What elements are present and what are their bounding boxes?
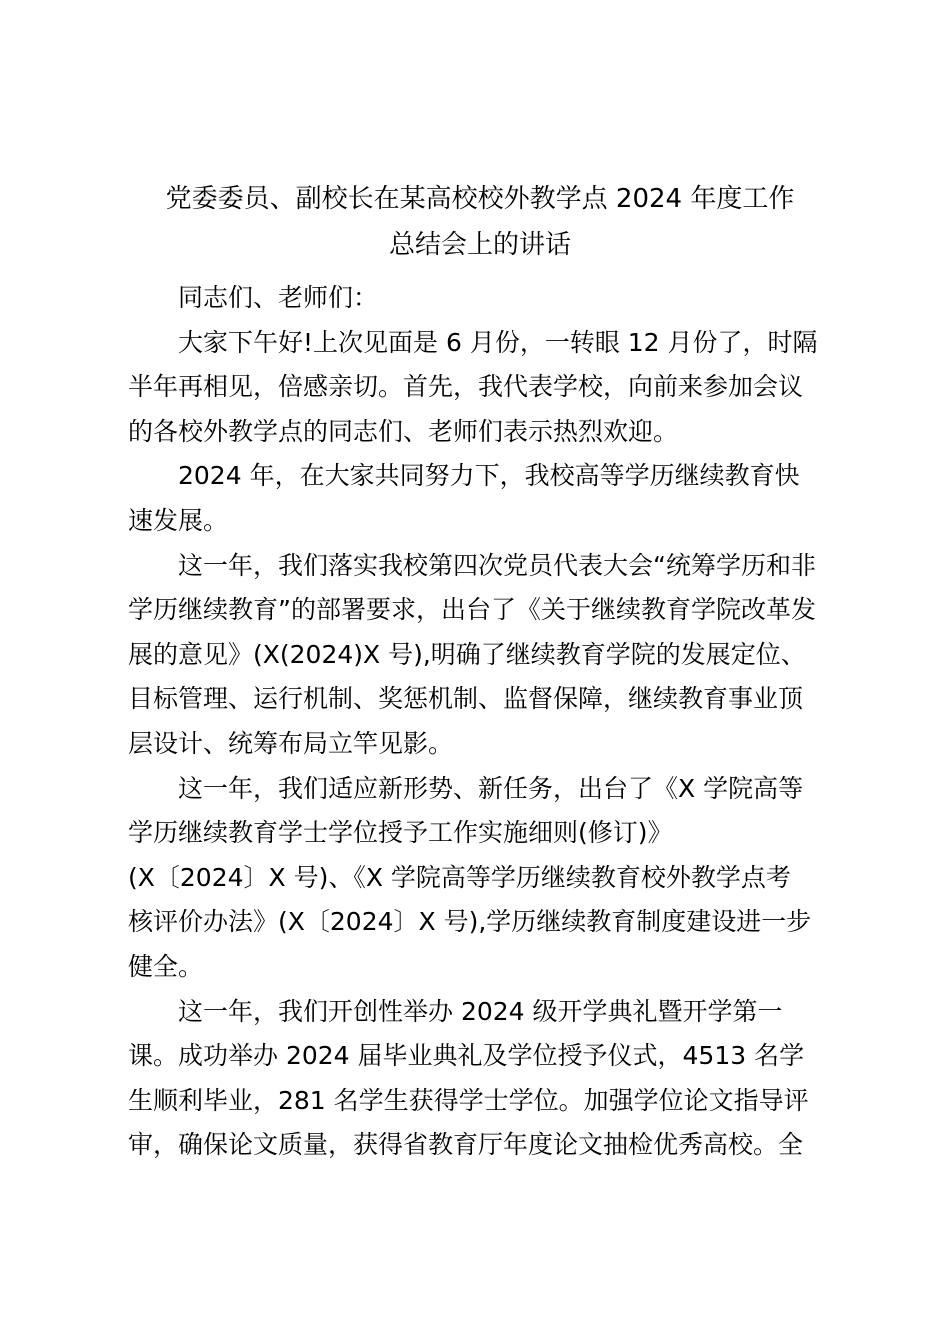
paragraph-greeting xyxy=(128,321,828,455)
paragraph-overview xyxy=(128,454,828,543)
text-line: 层设计、统筹布局立竿见影。 xyxy=(128,728,454,758)
document-title xyxy=(120,176,840,268)
title-line: 总结会上的讲话 xyxy=(388,230,571,260)
text-line: 学历继续教育学士学位授予工作实施细则(修订)》 xyxy=(128,818,673,848)
paragraph-salutation xyxy=(128,276,828,321)
text-line: 这一年，我们开创性举办 2024 级开学典礼暨开学第一 xyxy=(178,996,783,1026)
text-line: 审，确保论文质量，获得省教育厅年度论文抽检优秀高校。全 xyxy=(128,1130,804,1160)
text-line: 健全。 xyxy=(128,951,204,981)
text-line: 课。成功举办 2024 届毕业典礼及学位授予仪式，4513 名学 xyxy=(128,1041,805,1071)
text-line: 生顺利毕业，281 名学生获得学士学位。加强学位论文指导评 xyxy=(128,1085,809,1115)
text-line: (X〔2024〕X 号)、《X 学院高等学历继续教育校外教学点考 xyxy=(128,862,791,892)
text-line: 学历继续教育”的部署要求，出台了《关于继续教育学院改革发 xyxy=(128,595,816,625)
text-line: 速发展。 xyxy=(128,505,229,535)
text-line: 同志们、老师们： xyxy=(178,283,379,312)
text-line: 大家下午好!上次见面是 6 月份，一转眼 12 月份了，时隔 xyxy=(178,327,818,357)
document-body xyxy=(128,276,828,1168)
text-line: 这一年，我们适应新形势、新任务，出台了《X 学院高等 xyxy=(178,773,804,803)
text-line: 核评价办法》(X〔2024〕X 号),学历继续教育制度建设进一步 xyxy=(128,907,812,937)
paragraph-ceremonies xyxy=(128,990,828,1168)
paragraph-regulations xyxy=(128,767,828,990)
text-line: 的各校外教学点的同志们、老师们表示热烈欢迎。 xyxy=(128,416,679,446)
text-line: 目标管理、运行机制、奖惩机制、监督保障，继续教育事业顶 xyxy=(128,684,804,714)
paragraph-reform xyxy=(128,544,828,767)
text-line: 展的意见》(X(2024)X 号),明确了继续教育学院的发展定位、 xyxy=(128,639,806,669)
text-line: 这一年，我们落实我校第四次党员代表大会“统筹学历和非 xyxy=(178,550,816,580)
title-line: 党委委员、副校长在某高校校外教学点 2024 年度工作 xyxy=(165,184,795,214)
text-line: 2024 年，在大家共同努力下，我校高等学历继续教育快 xyxy=(178,461,800,491)
text-line: 半年再相见，倍感亲切。首先，我代表学校，向前来参加会议 xyxy=(128,372,804,402)
